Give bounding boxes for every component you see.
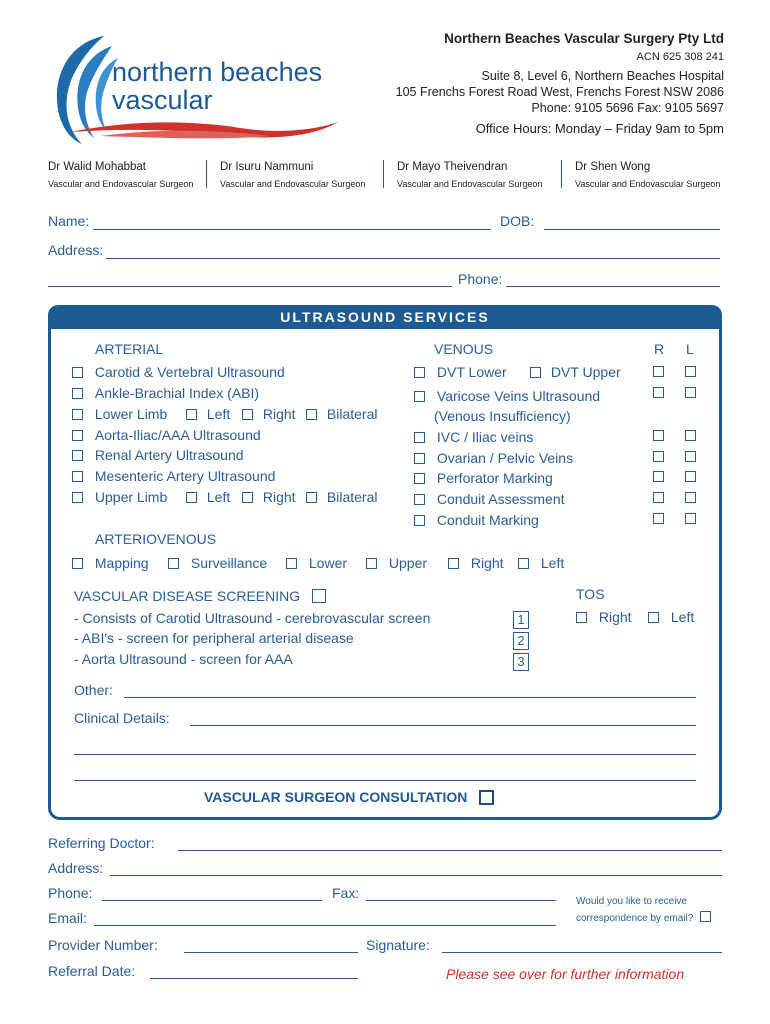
abi-label: Ankle-Brachial Index (ABI) xyxy=(94,385,260,401)
aorta-label: Aorta-Iliac/AAA Ultrasound xyxy=(94,427,261,443)
perforator-checkbox[interactable] xyxy=(414,473,425,484)
perforator-right-checkbox[interactable] xyxy=(653,471,664,482)
consult-row xyxy=(204,789,494,805)
av-mapping-label: Mapping xyxy=(94,555,149,571)
ovarian-right-checkbox[interactable] xyxy=(653,451,664,462)
lower-limb-bilateral-checkbox[interactable] xyxy=(306,409,317,420)
doctor-3 xyxy=(397,161,542,189)
av-left-label: Left xyxy=(540,555,565,571)
upper-limb-row xyxy=(72,489,167,505)
signature-label: Signature: xyxy=(366,937,430,953)
upper-limb-right-label: Right xyxy=(262,489,296,505)
aorta-row xyxy=(72,427,261,443)
tos-right-label: Right xyxy=(598,609,632,625)
referral-date-label: Referral Date: xyxy=(48,963,136,979)
venous-heading: VENOUS xyxy=(434,341,494,357)
lower-limb-left xyxy=(186,406,230,422)
mesenteric-row xyxy=(72,468,275,484)
referrer-email-label: Email: xyxy=(48,910,87,926)
dvt-lower-checkbox[interactable] xyxy=(414,367,425,378)
dvt-lower-row xyxy=(414,364,507,380)
ivc-label: IVC / Iliac veins xyxy=(436,429,534,445)
dvt-upper-label: DVT Upper xyxy=(550,364,621,380)
lower-limb-right xyxy=(242,406,296,422)
screening-number-2: 2 xyxy=(513,632,529,650)
dob-label: DOB: xyxy=(500,213,535,229)
email-consent-checkbox[interactable] xyxy=(700,911,711,922)
upper-limb-bilateral xyxy=(306,489,377,505)
conduit-mark-left-checkbox[interactable] xyxy=(685,513,696,524)
lower-limb-right-checkbox[interactable] xyxy=(242,409,253,420)
av-left xyxy=(518,555,564,571)
av-lower-label: Lower xyxy=(308,555,348,571)
doctor-role: Vascular and Endovascular Surgeon xyxy=(575,179,721,189)
address-field[interactable] xyxy=(106,258,720,259)
doctor-2 xyxy=(220,161,365,189)
ivc-checkbox[interactable] xyxy=(414,432,425,443)
email-question-line2: correspondence by email? xyxy=(576,913,694,924)
tos-heading: TOS xyxy=(576,586,605,602)
varicose-right-checkbox[interactable] xyxy=(653,387,664,398)
screening-number-3: 3 xyxy=(513,653,529,671)
clinical-field[interactable] xyxy=(190,725,696,726)
av-upper-checkbox[interactable] xyxy=(366,558,377,569)
referrer-fax-field[interactable] xyxy=(366,900,556,901)
mesenteric-label: Mesenteric Artery Ultrasound xyxy=(94,468,276,484)
av-upper-label: Upper xyxy=(388,555,428,571)
practice-address2: 105 Frenchs Forest Road West, Frenchs Forest NSW 2086 xyxy=(395,85,724,99)
referrer-address-label: Address: xyxy=(48,860,104,876)
lower-limb-right-label: Right xyxy=(262,406,296,422)
upper-limb-bilateral-checkbox[interactable] xyxy=(306,492,317,503)
doctor-role: Vascular and Endovascular Surgeon xyxy=(220,179,366,189)
doctor-1 xyxy=(48,161,193,189)
doctor-role: Vascular and Endovascular Surgeon xyxy=(397,179,543,189)
dvt-lower-label: DVT Lower xyxy=(436,364,507,380)
perforator-left-checkbox[interactable] xyxy=(685,471,696,482)
lower-limb-left-checkbox[interactable] xyxy=(186,409,197,420)
conduit-mark-checkbox[interactable] xyxy=(414,515,425,526)
practice-address1: Suite 8, Level 6, Northern Beaches Hospital xyxy=(481,69,724,83)
carotid-checkbox[interactable] xyxy=(72,367,83,378)
renal-checkbox[interactable] xyxy=(72,450,83,461)
tos-left-label: Left xyxy=(670,609,695,625)
name-label: Name: xyxy=(48,213,90,229)
perforator-row xyxy=(414,470,553,486)
doctor-role: Vascular and Endovascular Surgeon xyxy=(48,179,194,189)
address-field-2[interactable] xyxy=(48,286,452,287)
email-question-line1: Would you like to receive xyxy=(576,896,687,907)
abi-row xyxy=(72,385,259,401)
varicose-left-checkbox[interactable] xyxy=(685,387,696,398)
av-right-checkbox[interactable] xyxy=(448,558,459,569)
practice-contact: Phone: 9105 5696 Fax: 9105 5697 xyxy=(531,101,724,115)
clinical-label: Clinical Details: xyxy=(74,710,170,726)
conduit-assess-label: Conduit Assessment xyxy=(436,491,565,507)
av-upper xyxy=(366,555,427,571)
av-mapping-checkbox[interactable] xyxy=(72,558,83,569)
referrer-fax-label: Fax: xyxy=(332,885,360,901)
dvt-upper-checkbox[interactable] xyxy=(530,367,541,378)
logo-line1: northern beaches xyxy=(112,57,323,87)
renal-label: Renal Artery Ultrasound xyxy=(94,447,244,463)
arterial-heading: ARTERIAL xyxy=(95,341,164,357)
varicose-checkbox[interactable] xyxy=(414,391,425,402)
ovarian-checkbox[interactable] xyxy=(414,453,425,464)
av-heading: ARTERIOVENOUS xyxy=(95,531,217,547)
provider-number-field[interactable] xyxy=(184,952,358,953)
lower-limb-label: Lower Limb xyxy=(94,406,168,422)
doctor-4 xyxy=(575,161,720,189)
av-mapping xyxy=(72,555,149,571)
address-label: Address: xyxy=(48,242,104,258)
ovarian-left-checkbox[interactable] xyxy=(685,451,696,462)
screening-row xyxy=(74,588,326,604)
av-surveillance-checkbox[interactable] xyxy=(168,558,179,569)
lower-limb-bilateral xyxy=(306,406,377,422)
av-right-label: Right xyxy=(470,555,504,571)
screening-heading: VASCULAR DISEASE SCREENING xyxy=(74,588,301,604)
carotid-row xyxy=(72,364,285,380)
dvt-left-checkbox[interactable] xyxy=(685,366,696,377)
logo-text xyxy=(112,58,322,114)
doctor-name: Dr Mayo Theivendran xyxy=(397,161,508,173)
conduit-mark-row xyxy=(414,512,539,528)
av-lower-checkbox[interactable] xyxy=(286,558,297,569)
provider-number-label: Provider Number: xyxy=(48,937,158,953)
abi-checkbox[interactable] xyxy=(72,388,83,399)
screening-number-1: 1 xyxy=(513,611,529,629)
right-column-heading: R xyxy=(654,341,665,357)
varicose-row xyxy=(414,388,600,404)
clinical-field-2[interactable] xyxy=(74,754,696,755)
tos-left-checkbox[interactable] xyxy=(648,612,659,623)
upper-limb-right xyxy=(242,489,296,505)
ivc-left-checkbox[interactable] xyxy=(685,430,696,441)
referrer-phone-label: Phone: xyxy=(48,885,93,901)
mesenteric-checkbox[interactable] xyxy=(72,471,83,482)
upper-limb-right-checkbox[interactable] xyxy=(242,492,253,503)
dvt-right-checkbox[interactable] xyxy=(653,366,664,377)
upper-limb-left-checkbox[interactable] xyxy=(186,492,197,503)
av-surveillance-label: Surveillance xyxy=(190,555,268,571)
dob-field[interactable] xyxy=(544,229,720,230)
screening-item-2: - ABI's - screen for peripheral arterial disease xyxy=(74,630,354,646)
renal-row xyxy=(72,447,244,463)
screening-item-3: - Aorta Ultrasound - screen for AAA xyxy=(74,651,293,667)
varicose-sublabel: (Venous Insufficiency) xyxy=(434,408,571,424)
doctor-name: Dr Isuru Nammuni xyxy=(220,161,314,173)
aorta-checkbox[interactable] xyxy=(72,430,83,441)
signature-field[interactable] xyxy=(442,952,722,953)
doctor-name: Dr Walid Mohabbat xyxy=(48,161,147,173)
name-field[interactable] xyxy=(93,229,491,230)
conduit-mark-label: Conduit Marking xyxy=(436,512,539,528)
ovarian-row xyxy=(414,450,573,466)
lower-limb-row xyxy=(72,406,167,422)
tos-right xyxy=(576,609,632,625)
av-surveillance xyxy=(168,555,267,571)
conduit-assess-right-checkbox[interactable] xyxy=(653,492,664,503)
upper-limb-checkbox[interactable] xyxy=(72,492,83,503)
doctor-name: Dr Shen Wong xyxy=(575,161,651,173)
phone-field[interactable] xyxy=(506,286,720,287)
other-label: Other: xyxy=(74,682,113,698)
referral-date-field[interactable] xyxy=(150,978,358,979)
footer-note: Please see over for further information xyxy=(446,966,685,982)
perforator-label: Perforator Marking xyxy=(436,470,553,486)
referring-doctor-label: Referring Doctor: xyxy=(48,835,155,851)
lower-limb-left-label: Left xyxy=(206,406,231,422)
upper-limb-label: Upper Limb xyxy=(94,489,168,505)
referrer-email-field[interactable] xyxy=(94,925,556,926)
screening-checkbox[interactable] xyxy=(312,589,326,603)
ivc-right-checkbox[interactable] xyxy=(653,430,664,441)
carotid-label: Carotid & Vertebral Ultrasound xyxy=(94,364,285,380)
tos-right-checkbox[interactable] xyxy=(576,612,587,623)
logo-swoosh-icon xyxy=(70,116,340,140)
tos-left xyxy=(648,609,694,625)
email-question xyxy=(576,893,711,927)
other-field[interactable] xyxy=(124,697,696,698)
lower-limb-bilateral-label: Bilateral xyxy=(326,406,378,422)
screening-item-1: - Consists of Carotid Ultrasound - cerebrovascular screen xyxy=(74,610,431,626)
av-lower xyxy=(286,555,347,571)
conduit-assess-checkbox[interactable] xyxy=(414,494,425,505)
logo-line2: vascular xyxy=(112,85,213,115)
left-column-heading: L xyxy=(686,341,694,357)
practice-hours: Office Hours: Monday – Friday 9am to 5pm xyxy=(475,121,724,136)
varicose-label: Varicose Veins Ultrasound xyxy=(436,388,601,404)
conduit-assess-row xyxy=(414,491,565,507)
ultrasound-services-title: ULTRASOUND SERVICES xyxy=(48,305,722,329)
referrer-address-field[interactable] xyxy=(110,875,722,876)
upper-limb-bilateral-label: Bilateral xyxy=(326,489,378,505)
practice-acn: ACN 625 308 241 xyxy=(636,51,724,63)
ovarian-label: Ovarian / Pelvic Veins xyxy=(436,450,574,466)
upper-limb-left xyxy=(186,489,230,505)
practice-name: Northern Beaches Vascular Surgery Pty Ltd xyxy=(444,31,724,46)
ivc-row xyxy=(414,429,533,445)
dvt-upper-row xyxy=(530,364,621,380)
consult-checkbox[interactable] xyxy=(479,790,494,805)
lower-limb-checkbox[interactable] xyxy=(72,409,83,420)
av-left-checkbox[interactable] xyxy=(518,558,529,569)
referrer-phone-field[interactable] xyxy=(102,900,322,901)
conduit-assess-left-checkbox[interactable] xyxy=(685,492,696,503)
conduit-mark-right-checkbox[interactable] xyxy=(653,513,664,524)
av-right xyxy=(448,555,504,571)
upper-limb-left-label: Left xyxy=(206,489,231,505)
consult-label: VASCULAR SURGEON CONSULTATION xyxy=(204,789,468,805)
clinical-field-3[interactable] xyxy=(74,780,696,781)
phone-label: Phone: xyxy=(458,271,503,287)
referring-doctor-field[interactable] xyxy=(178,850,722,851)
